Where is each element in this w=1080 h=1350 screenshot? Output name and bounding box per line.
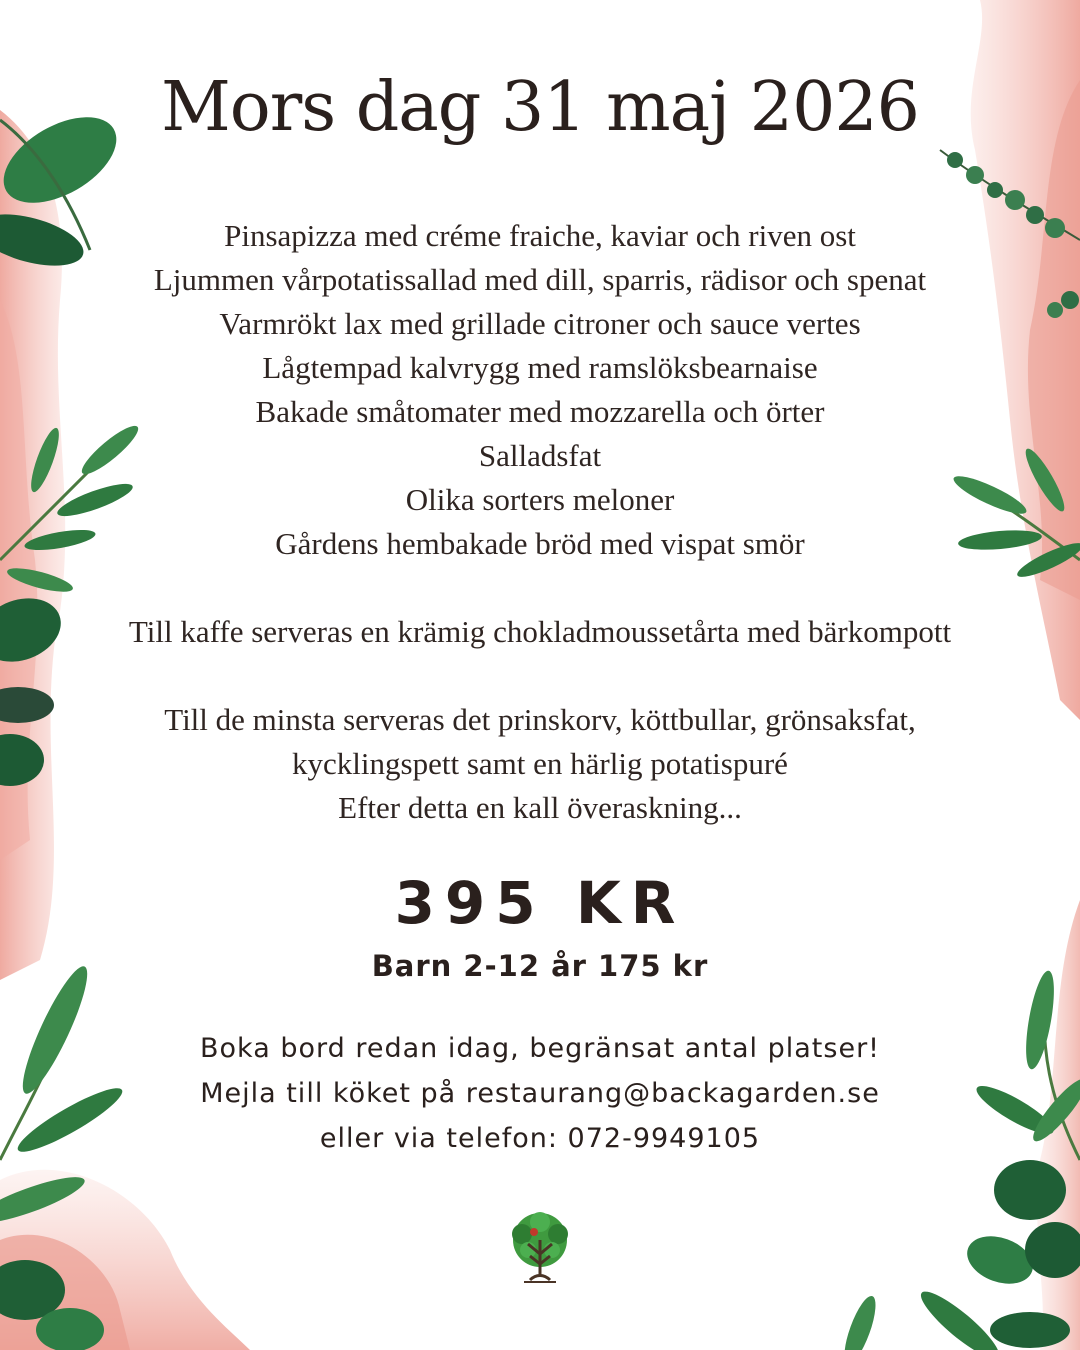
phone-contact[interactable]: eller via telefon: 072-9949105 bbox=[319, 1123, 761, 1154]
booking-text: Boka bord redan idag, begränsat antal platser! bbox=[200, 1033, 880, 1064]
menu-item: Bakade småtomater med mozzarella och örter bbox=[255, 394, 825, 429]
menu-item: Olika sorters meloner bbox=[405, 482, 675, 517]
menu-item: Ljummen vårpotatissallad med dill, sparris, rädisor och spenat bbox=[153, 262, 927, 297]
menu-item: Lågtempad kalvrygg med ramslöksbearnaise bbox=[262, 350, 818, 385]
adult-price: 395 KR bbox=[394, 869, 686, 937]
menu-item: Pinsapizza med créme fraiche, kaviar och riven ost bbox=[224, 218, 856, 253]
email-contact[interactable]: Mejla till köket på restaurang@backagarden.se bbox=[200, 1078, 880, 1109]
kids-menu-line: kycklingspett samt en härlig potatispuré bbox=[292, 746, 788, 781]
kids-price: Barn 2-12 år 175 kr bbox=[371, 949, 709, 983]
kids-menu-line: Efter detta en kall överaskning... bbox=[338, 790, 742, 825]
menu-item: Varmrökt lax med grillade citroner och sauce vertes bbox=[219, 306, 861, 341]
page-title: Mors dag 31 maj 2026 bbox=[161, 68, 919, 147]
dessert-text: Till kaffe serveras en krämig chokladmoussetårta med bärkompott bbox=[128, 614, 952, 649]
tree-logo-icon bbox=[500, 1210, 580, 1290]
menu-item: Salladsfat bbox=[478, 438, 602, 473]
kids-menu-line: Till de minsta serveras det prinskorv, köttbullar, grönsaksfat, bbox=[164, 702, 916, 737]
menu-item: Gårdens hembakade bröd med vispat smör bbox=[275, 526, 805, 561]
